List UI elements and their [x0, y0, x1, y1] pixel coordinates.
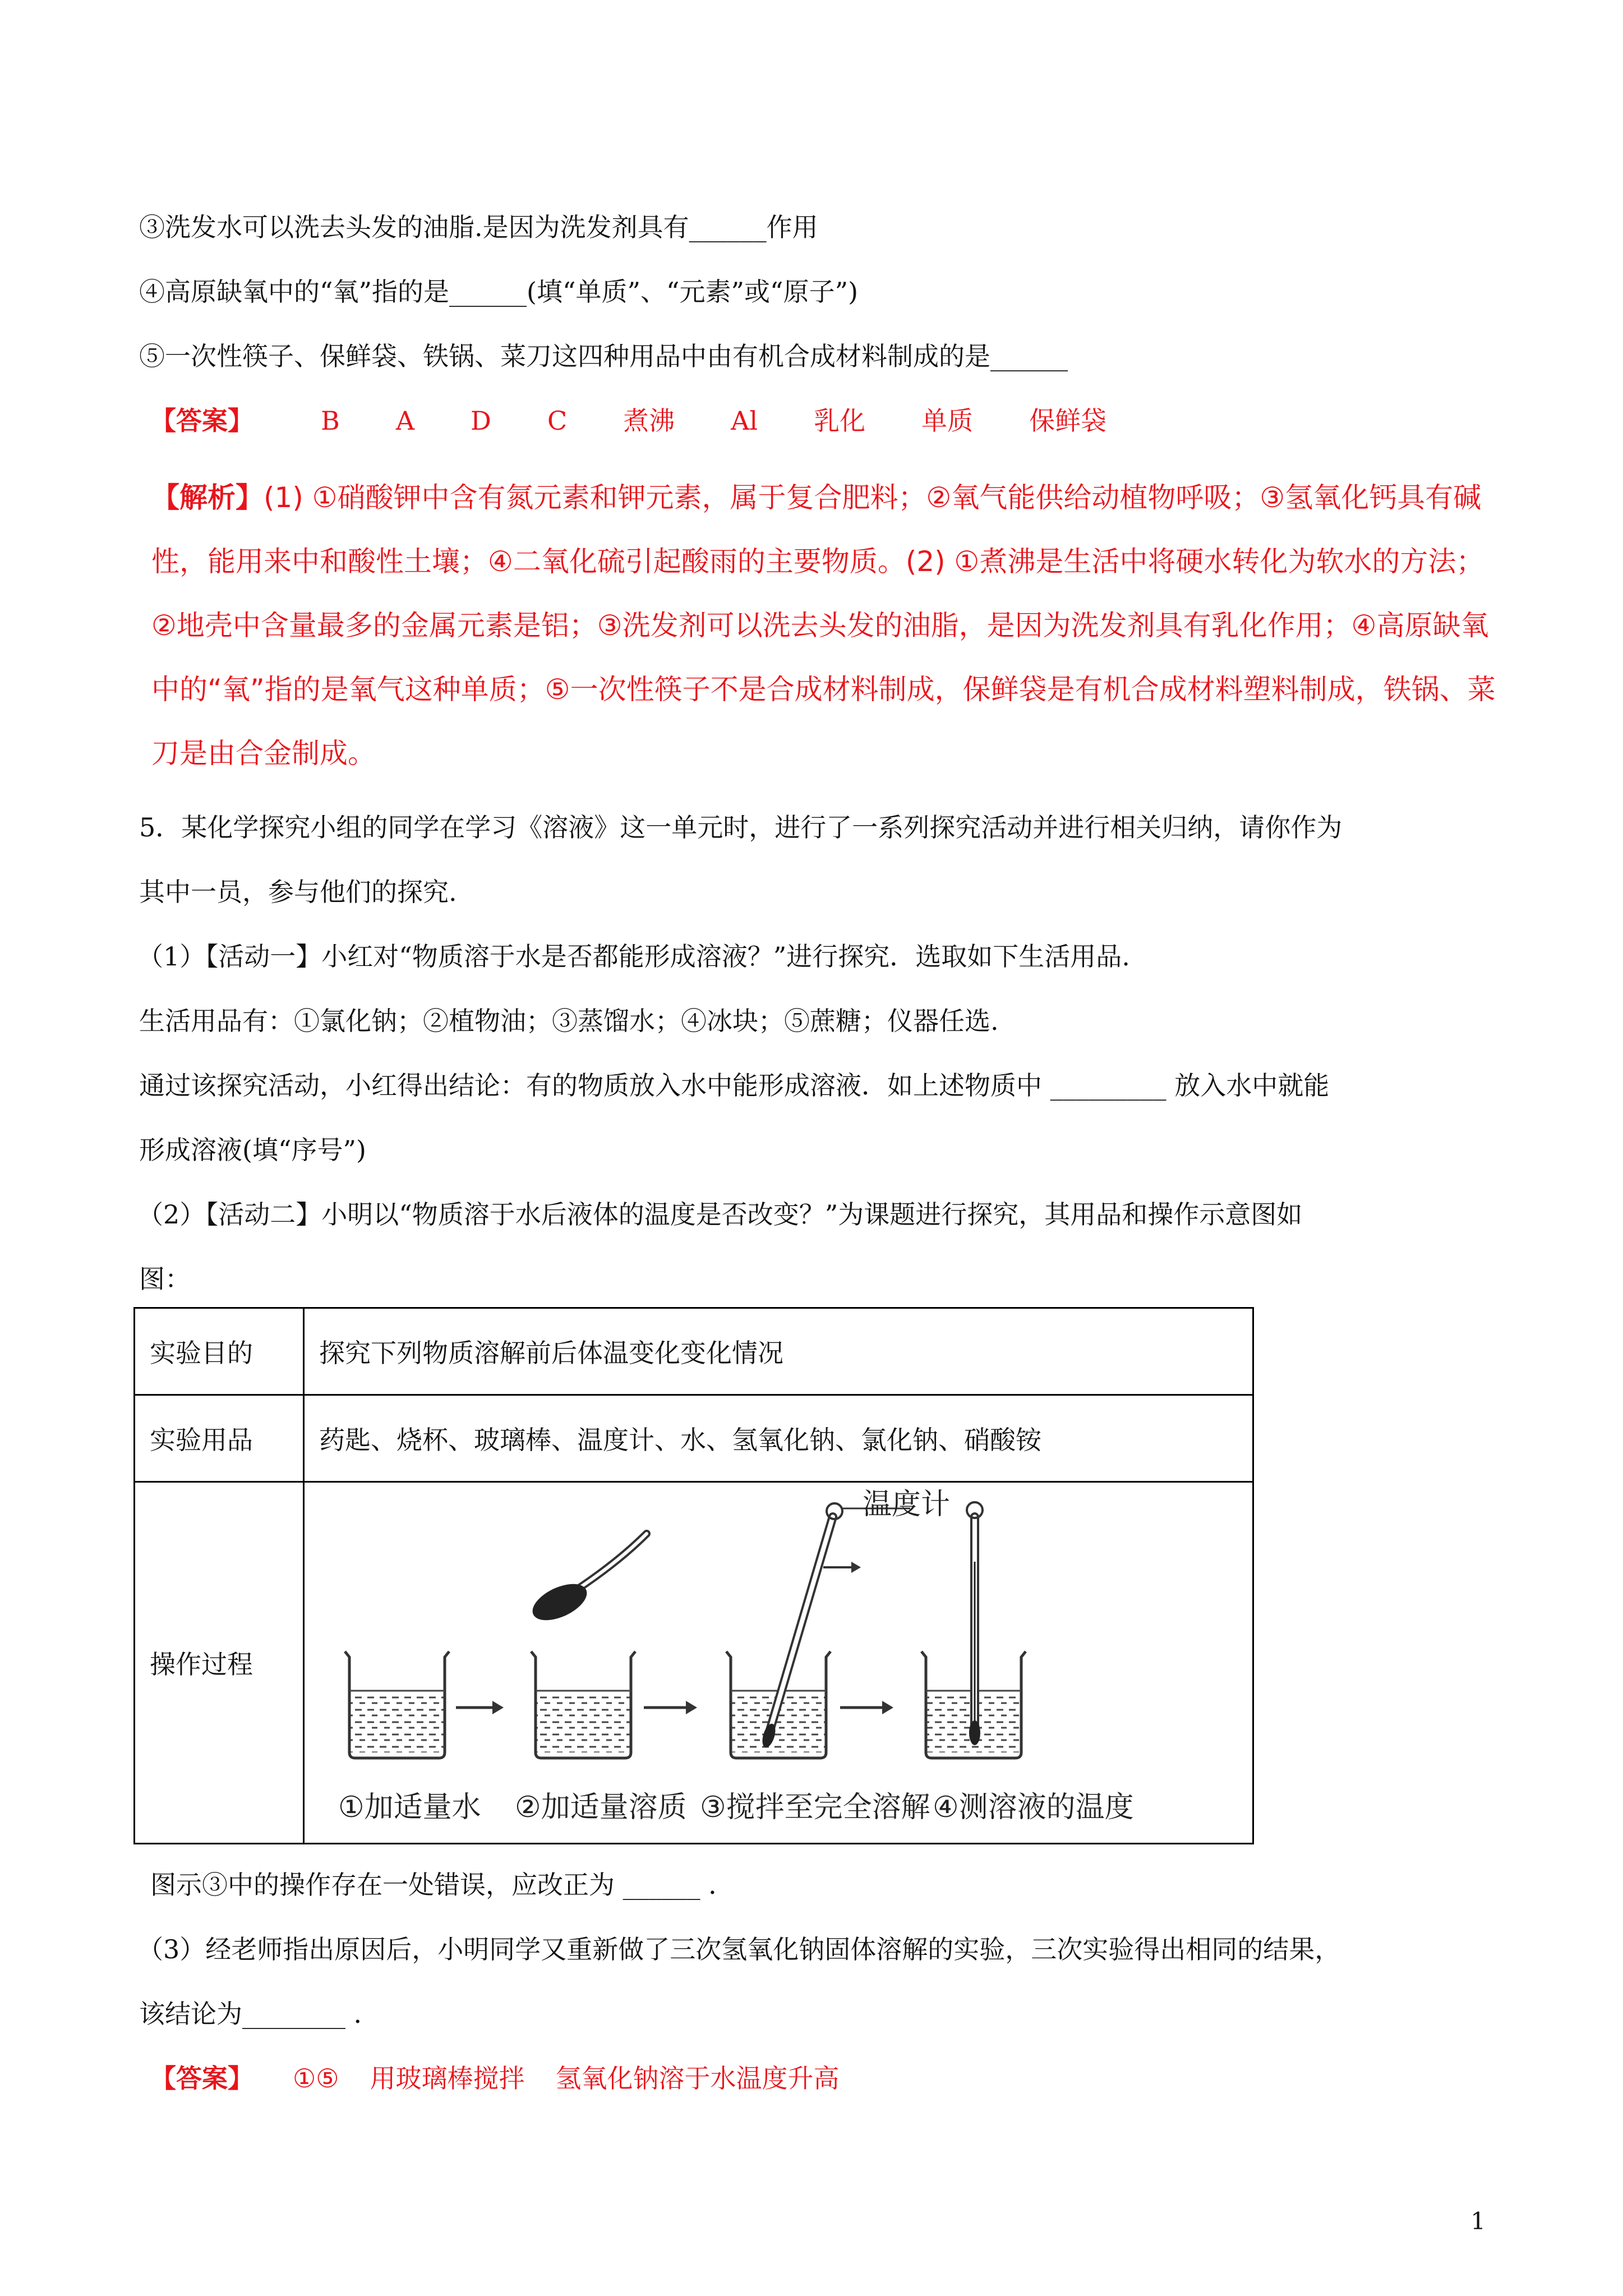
answer-row-2 — [150, 2062, 895, 2095]
q5-activity-1: （1）【活动一】小红对“物质溶于水是否都能形成溶液？”进行探究．选取如下生活用品. — [137, 941, 1130, 972]
figure-caption-2: ②加适量溶质 — [515, 1791, 687, 1824]
answer-item: A — [395, 406, 415, 436]
answer-tag: 【答案】 — [150, 2063, 253, 2093]
table-row — [135, 1482, 1253, 1844]
table-row — [135, 1395, 1253, 1482]
question-5: ⑤一次性筷子、保鲜袋、铁锅、菜刀这四种用品中由有机合成材料制成的是______ — [139, 341, 1068, 371]
answer-item: ①⑤ — [293, 2063, 339, 2093]
arrow-3-head-icon — [882, 1701, 893, 1714]
answer-row-1 — [150, 404, 1163, 438]
answer-item: 煮沸 — [623, 406, 675, 436]
arrow-2-head-icon — [686, 1701, 697, 1714]
beaker-1 — [345, 1651, 449, 1758]
table-label-purpose: 实验目的 — [135, 1308, 304, 1395]
analysis-paragraph — [151, 466, 1497, 785]
question-4: ④高原缺氧中的“氧”指的是______(填“单质”、“元素”或“原子”) — [139, 277, 859, 307]
q5-activity-3-line-1: （3）经老师指出原因后，小明同学又重新做了三次氢氧化钠固体溶解的实验，三次实验得出相同的结果， — [137, 1934, 1341, 1964]
analysis-text: (1) ①硝酸钾中含有氮元素和钾元素，属于复合肥料；②氧气能供给动植物呼吸；③氢氧化钙具有碱性，能用来中和酸性土壤；④二氧化硫引起酸雨的主要物质。(2) ①煮沸是生活中将硬水转化为软水的方法；②地壳中含量最多的金属元素是铝；③洗发剂可以洗去头发的油脂，是因为洗发剂具有乳化作用；④高原缺氧中的“氧”指的是氧气这种单质；⑤一次性筷子不是合成材料制成，保鲜袋是有机合成材料塑料制成，铁锅、菜刀是由合金制成。 — [151, 481, 1496, 770]
answer-item: B — [321, 406, 340, 436]
answer-item: Al — [731, 406, 758, 436]
table-value-purpose: 探究下列物质溶解前后体温变化变化情况 — [304, 1308, 1253, 1395]
answer-item: 保鲜袋 — [1029, 406, 1107, 436]
question-3: ③洗发水可以洗去头发的油脂.是因为洗发剂具有______作用 — [139, 212, 818, 242]
answer-item: 用玻璃棒搅拌 — [370, 2063, 525, 2093]
page-number: 1 — [1470, 2207, 1486, 2235]
analysis-tag: 【解析】 — [151, 481, 264, 514]
q5-conclusion-line-1: 通过该探究活动，小红得出结论：有的物质放入水中能形成溶液．如上述物质中 _________ 放入水中就能 — [139, 1070, 1330, 1101]
q5-conclusion-line-2: 形成溶液(填“序号”) — [139, 1135, 366, 1165]
figure-caption-3: ③搅拌至完全溶解 — [700, 1791, 930, 1824]
q5-activity-2-line-1: （2）【活动二】小明以“物质溶于水后液体的温度是否改变？”为课题进行探究，其用品和操作示意图如 — [137, 1199, 1303, 1230]
answer-item: 乳化 — [814, 406, 866, 436]
table-row — [135, 1308, 1253, 1395]
procedure-diagram — [305, 1483, 1252, 1842]
thermometer-label: 温度计 — [863, 1488, 951, 1521]
figure-caption-4: ④测溶液的温度 — [933, 1791, 1134, 1824]
procedure-figure-cell — [304, 1482, 1253, 1844]
arrow-1-head-icon — [492, 1701, 504, 1714]
q5-intro-line-1: 5．某化学探究小组的同学在学习《溶液》这一单元时，进行了一系列探究活动并进行相关归纳，请你作为 — [139, 812, 1343, 843]
answer-item: C — [547, 406, 568, 436]
experiment-table — [133, 1307, 1254, 1844]
beaker-2 — [531, 1651, 635, 1758]
figure-caption-1: ①加适量水 — [338, 1791, 481, 1824]
q5-items: 生活用品有：①氯化钠；②植物油；③蒸馏水；④冰块；⑤蔗糖；仪器任选. — [139, 1006, 999, 1036]
q5-activity-2-line-2: 图： — [139, 1264, 191, 1294]
answer-item: D — [471, 406, 491, 436]
answer-item: 氢氧化钠溶于水温度升高 — [555, 2063, 840, 2093]
answer-tag: 【答案】 — [150, 406, 253, 436]
table-label-procedure: 操作过程 — [135, 1482, 304, 1844]
q5-activity-3-line-2: 该结论为________ ． — [139, 1999, 380, 2029]
q5-intro-line-2: 其中一员，参与他们的探究. — [139, 877, 457, 907]
q5-error-line: 图示③中的操作存在一处错误，应改正为 ______ ． — [150, 1870, 735, 1900]
answer-item: 单质 — [921, 406, 974, 436]
table-value-materials: 药匙、烧杯、玻璃棒、温度计、水、氢氧化钠、氯化钠、硝酸铵 — [304, 1395, 1253, 1482]
table-label-materials: 实验用品 — [135, 1395, 304, 1482]
spoon-icon — [527, 1534, 647, 1628]
